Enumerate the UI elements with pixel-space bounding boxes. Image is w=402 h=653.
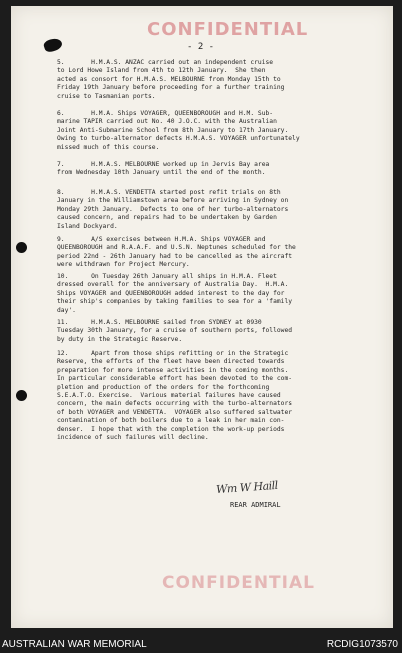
handwritten-signature: Wm W Haill [215,478,279,497]
paragraph-9: 9. A/S exercises between H.M.A. Ships VOYAGER and QUEENBOROUGH and R.A.A.F. and U.S.N. Neptunes scheduled for the period 22nd - 26th January had to be cancelled as the aircraft were withdrawn for Project Mercury. [57,236,296,269]
signature-title: REAR ADMIRAL [230,501,281,509]
confidential-stamp-bottom: CONFIDENTIAL [162,573,315,593]
paragraph-10: 10. On Tuesday 26th January all ships in H.M.A. Fleet dressed overall for the anniversary of Australia Day. H.M.A. Ships VOYAGER and QUEENBOROUGH added interest to the day for their ship's companies by taking families to sea for a 'family day'. [57,273,293,314]
confidential-stamp-top: CONFIDENTIAL [147,19,309,40]
paragraph-8: 8. H.M.A.S. VENDETTA started post refit trials on 8th January in the Williamstown area before arriving in Sydney on Monday 29th January. Defects to one of her turbo-alternators caused concern, and repairs had to be undertaken by Garden Island Dockyard. [57,189,289,230]
record-id: RCDIG1073570 [326,639,398,650]
document-page [11,6,393,628]
ink-blot [43,37,64,54]
punch-hole [16,390,27,401]
archive-footer [0,636,402,653]
paragraph-11: 11. H.M.A.S. MELBOURNE sailed from SYDNEY at 0930 Tuesday 30th January, for a cruise of southern ports, followed by duty in the Strategic Reserve. [57,319,293,343]
page-number: - 2 - [187,42,215,52]
paragraph-12: 12. Apart from those ships refitting or in the Strategic Reserve, the efforts of the fleet have been directed towards preparation for more intense activities in the coming months. In particular considerable effort has been devoted to the com- pletion and production of the orders for the forthcoming S.E.A.T.O. Exercise. Various material failures have caused concern, the main defects occurring with the turbo-alternators of both VOYAGER and VENDETTA. VOYAGER also suffered saltwater contamination of both boilers due to a leak in her main con- denser. I hope that with the completion the work-up periods incidence of such failures will decline. [57,350,293,442]
paragraph-6: 6. H.M.A. Ships VOYAGER, QUEENBOROUGH and H.M. Sub- marine TAPIR carried out No. 40 J.O.C. with the Australian Joint Anti-Submarine School from 8th January to 17th January. Owing to turbo-alternator defects H.M.A.S. VOYAGER unfortunately missed much of this course. [57,110,300,151]
paragraph-7: 7. H.M.A.S. MELBOURNE worked up in Jervis Bay area from Wednesday 10th January until the end of the month. [57,161,270,177]
punch-hole [16,242,27,253]
paragraph-5: 5. H.M.A.S. ANZAC carried out an independent cruise to Lord Howe Island from 4th to 12th January. She then acted as consort for H.M.A.S. MELBOURNE from Monday 15th to Friday 19th January before proceeding for a further training cruise to Tasmanian ports. [57,59,285,100]
archive-name: AUSTRALIAN WAR MEMORIAL [2,639,147,650]
